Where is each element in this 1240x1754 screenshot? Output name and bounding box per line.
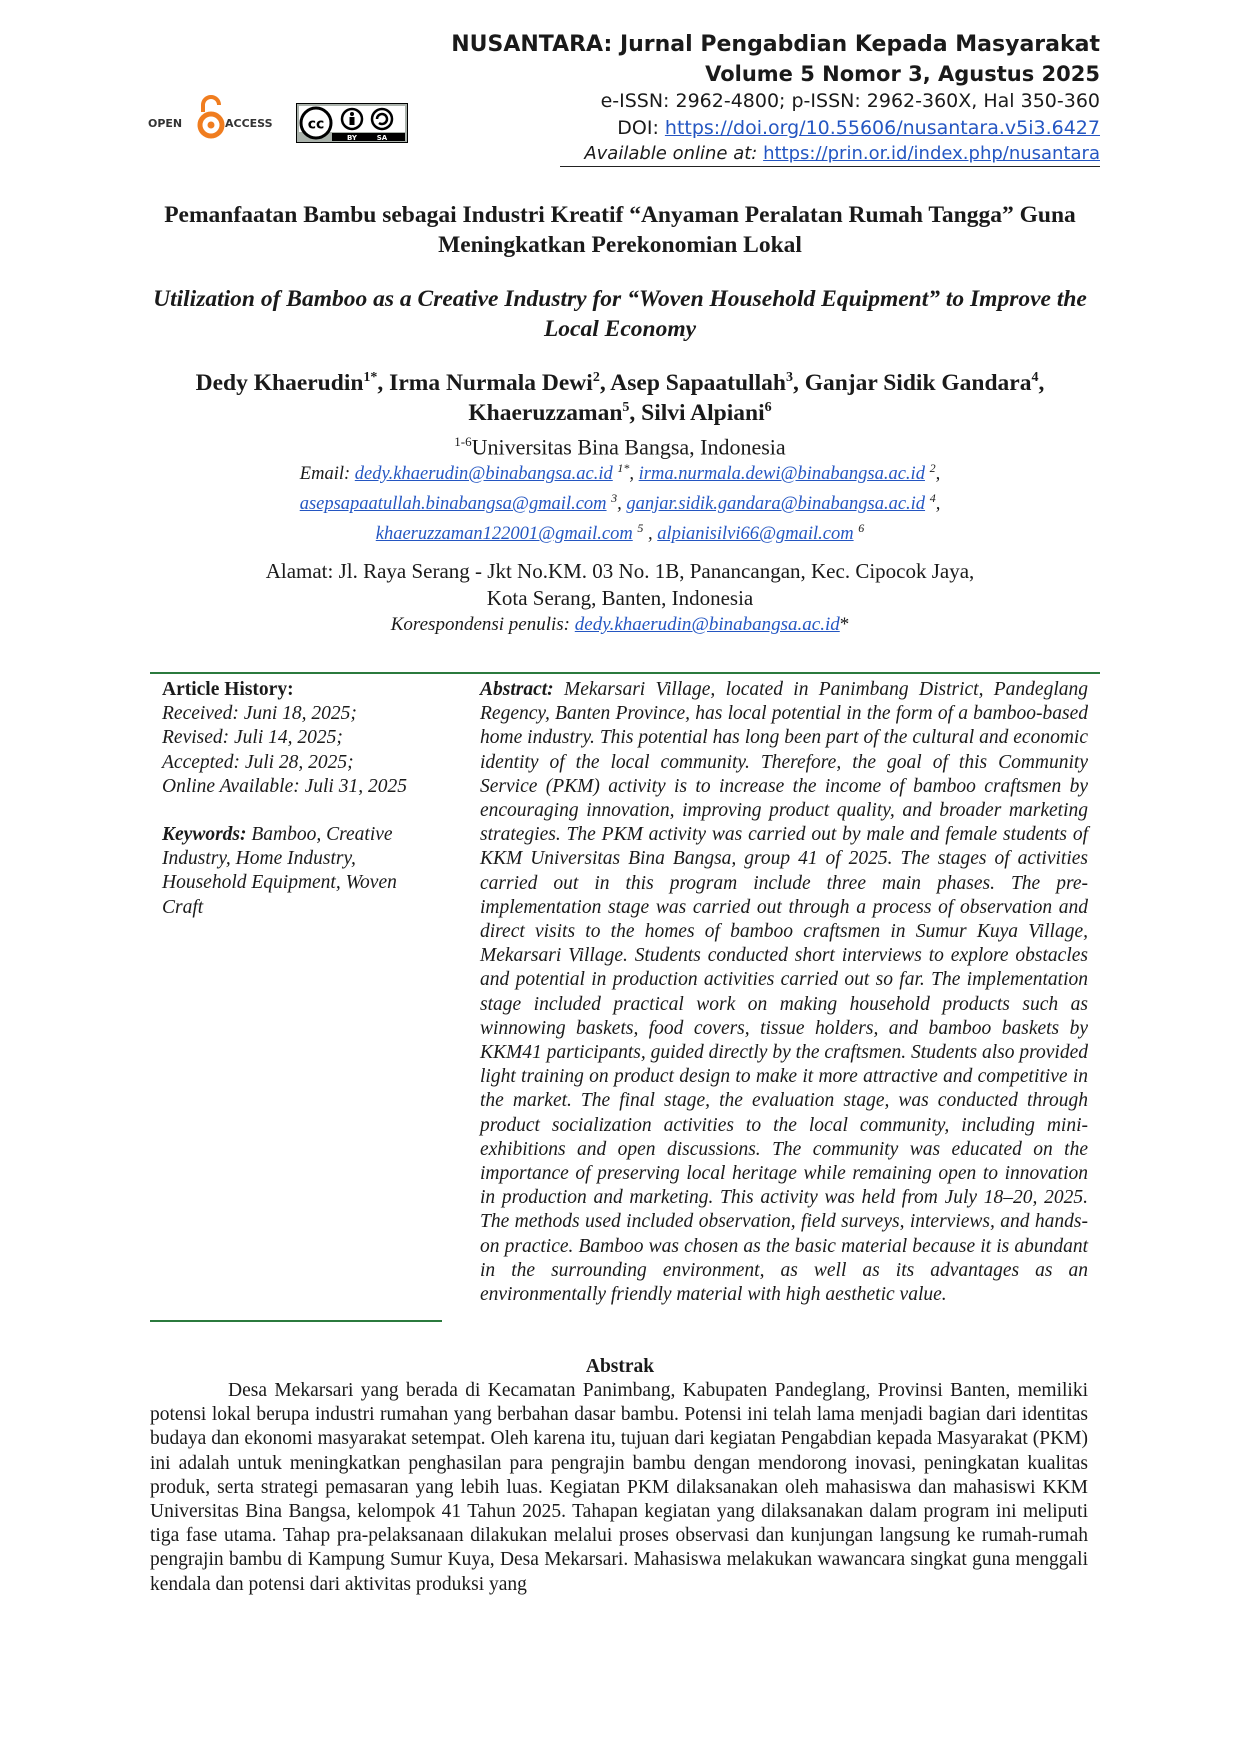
address-line-1: Alamat: Jl. Raya Serang - Jkt No.KM. 03 No. 1B, Panancangan, Kec. Cipocok Jaya, <box>265 559 975 583</box>
author-sup: 2 <box>592 370 600 386</box>
author-separator: , <box>377 370 390 396</box>
article-info-bottom-rule <box>150 1320 442 1322</box>
author-separator: , <box>629 400 642 426</box>
cc-sa-text: SA <box>376 134 388 142</box>
paper-title-english: Utilization of Bamboo as a Creative Industry for “Woven Household Equipment” to Improve the Local Economy <box>153 286 1087 342</box>
journal-volume: Volume 5 Nomor 3, Agustus 2025 <box>705 62 1100 86</box>
doi-label: DOI: <box>617 117 665 139</box>
journal-header <box>451 30 1100 166</box>
abstrak-heading: Abstrak <box>585 1356 655 1377</box>
abstract-english-text: Mekarsari Village, located in Panimbang District, Pandeglang Regency, Banten Province, has local potential in the form of a bamboo-based home industry. This potential has long been part of the cultural and economic identity of the local community. Therefore, the goal of this Community Service (PKM) activity is to increase the income of bamboo craftsmen by encouraging innovation, improving product quality, and broader marketing strategies. The PKM activity was carried out by male and female students of KKM Universitas Bina Bangsa, group 41 of 2025. The stages of activities carried out in this program include three main phases. The pre-implementation stage was carried out through a process of observation and direct visits to the homes of bamboo craftsmen in Sumur Kuya Village, Mekarsari Village. Students conducted short interviews to explore obstacles and potential in production activities carried out so far. The implementation stage included practical work on making household products such as winnowing baskets, food covers, tissue holders, and bamboo baskets by KKM41 participants, guided directly by the craftsmen. Students also provided light training on product design to make it more attractive and competitive in the market. The final stage, the evaluation stage, was conducted through product socialization activities to the local community, including mini-exhibitions and open discussions. The community was educated on the importance of preserving local heritage while remaining open to innovation in production and marketing. This activity was held from July 18–20, 2025. The methods used included observation, field surveys, interviews, and hands-on practice. Bamboo was chosen as the basic material because it is abundant in the surrounding environment, as well as its advantages as an environmentally friendly material with high aesthetic value. <box>480 679 1088 1306</box>
email-sup: 6 <box>858 521 865 536</box>
header-divider <box>560 166 1100 167</box>
author-name: Silvi Alpiani <box>641 400 765 426</box>
author-separator: , <box>599 370 611 396</box>
article-info-top-rule <box>150 672 1100 674</box>
svg-text:cc: cc <box>307 116 325 133</box>
online-date: Online Available: Juli 31, 2025 <box>162 775 407 797</box>
correspondence-email-link[interactable]: dedy.khaerudin@binabangsa.ac.id <box>574 614 840 635</box>
correspondence-label: Korespondensi penulis: <box>390 614 575 635</box>
email-separator: , <box>935 464 941 485</box>
email-separator: , <box>643 524 658 545</box>
email-link[interactable]: dedy.khaerudin@binabangsa.ac.id <box>354 464 613 485</box>
email-label: Email: <box>299 464 355 485</box>
email-link[interactable]: irma.nurmala.dewi@binabangsa.ac.id <box>638 464 925 485</box>
abstract-english <box>480 678 1088 1307</box>
author-address <box>140 558 1100 612</box>
author-name: Khaeruzzaman <box>468 400 623 426</box>
abstrak-text: Desa Mekarsari yang berada di Kecamatan Panimbang, Kabupaten Pandeglang, Provinsi Banten, memiliki potensi lokal berupa industri rumahan yang berbahan dasar bambu. Potensi ini telah lama menjadi bagian dari identitas budaya dan ekonomi masyarakat setempat. Oleh karena itu, tujuan dari kegiatan Pengabdian kepada Masyarakat (PKM) ini adalah untuk meningkatkan penghasilan para pengrajin bambu dengan mendorong inovasi, peningkatan kualitas produk, serta strategi pemasaran yang lebih luas. Kegiatan PKM dilaksanakan oleh mahasiswa dan mahasiswi KKM Universitas Bina Bangsa, kelompok 41 Tahun 2025. Tahapan kegiatan yang dilaksanakan dalam program ini meliputi tiga fase utama. Tahap pra-pelaksanaan dilakukan melalui proses observasi dan kunjungan langsung ke rumah-rumah pengrajin bambu di Kampung Sumur Kuya, Desa Mekarsari. Mahasiswa melakukan wawancara singkat guna menggali kendala dan potensi dari aktivitas produksi yang <box>150 1380 1088 1595</box>
article-history-heading: Article History: <box>162 679 294 700</box>
address-line-2: Kota Serang, Banten, Indonesia <box>486 586 754 610</box>
journal-url-link[interactable]: https://prin.or.id/index.php/nusantara <box>763 143 1100 164</box>
journal-issn: e-ISSN: 2962-4800; p-ISSN: 2962-360X, Hal 350-360 <box>600 90 1100 112</box>
article-info-sidebar <box>162 678 438 920</box>
email-link[interactable]: asepsapaatullah.binabangsa@gmail.com <box>299 494 607 515</box>
paper-title: Pemanfaatan Bambu sebagai Industri Kreatif “Anyaman Peralatan Rumah Tangga” Guna Meningkatkan Perekonomian Lokal <box>164 202 1076 258</box>
email-sup: 4 <box>929 491 936 506</box>
email-link[interactable]: ganjar.sidik.gandara@binabangsa.ac.id <box>626 494 926 515</box>
author-separator: , <box>792 370 805 396</box>
received-date: Received: Juni 18, 2025; <box>162 703 357 725</box>
accepted-date: Accepted: Juli 28, 2025; <box>162 751 354 773</box>
email-sup: 3 <box>611 491 618 506</box>
email-sup: 5 <box>637 521 644 536</box>
keywords-text: Bamboo, Creative Industry, Home Industry, Household Equipment, Woven Craft <box>162 824 397 918</box>
correspondence-mark: * <box>839 614 850 635</box>
author-list <box>140 368 1100 428</box>
author-separator: , <box>1038 370 1045 396</box>
author-name: Irma Nurmala Dewi <box>389 370 593 396</box>
author-sup: 5 <box>622 400 630 416</box>
email-link[interactable]: khaeruzzaman122001@gmail.com <box>375 524 633 545</box>
author-name: Asep Sapaatullah <box>610 370 786 396</box>
journal-online <box>451 142 1100 166</box>
email-separator: , <box>617 494 627 515</box>
author-sup: 6 <box>764 400 772 416</box>
author-emails <box>140 456 1100 546</box>
affiliation-sup: 1-6 <box>454 434 472 449</box>
cc-by-text: BY <box>346 134 358 142</box>
journal-doi <box>451 115 1100 142</box>
email-sup: 2 <box>929 461 936 475</box>
online-label: Available online at: <box>584 143 764 164</box>
author-sup: 1* <box>363 370 378 386</box>
keywords-label: Keywords: <box>162 824 247 846</box>
author-name: Dedy Khaerudin <box>195 370 364 396</box>
journal-name: NUSANTARA: Jurnal Pengabdian Kepada Masyarakat <box>451 32 1100 57</box>
keywords <box>162 823 438 920</box>
open-lock-icon <box>200 97 222 136</box>
open-access-word-access: ACCESS <box>225 117 273 130</box>
author-sup: 4 <box>1031 370 1039 386</box>
correspondence <box>140 612 1100 637</box>
abstract-label: Abstract: <box>480 679 554 700</box>
open-access-logo <box>148 92 276 148</box>
open-access-word-open: OPEN <box>148 117 183 130</box>
email-separator: , <box>935 494 941 515</box>
author-name: Ganjar Sidik Gandara <box>804 370 1032 396</box>
email-separator: , <box>629 464 639 485</box>
author-sup: 3 <box>785 370 793 386</box>
doi-link[interactable]: https://doi.org/10.55606/nusantara.v5i3.6427 <box>664 117 1100 139</box>
affiliation-text: Universitas Bina Bangsa, Indonesia <box>471 434 786 460</box>
email-sup: 1* <box>617 461 630 475</box>
cc-by-sa-license-icon[interactable] <box>296 103 408 143</box>
revised-date: Revised: Juli 14, 2025; <box>162 727 343 749</box>
email-link[interactable]: alpianisilvi66@gmail.com <box>657 524 854 545</box>
